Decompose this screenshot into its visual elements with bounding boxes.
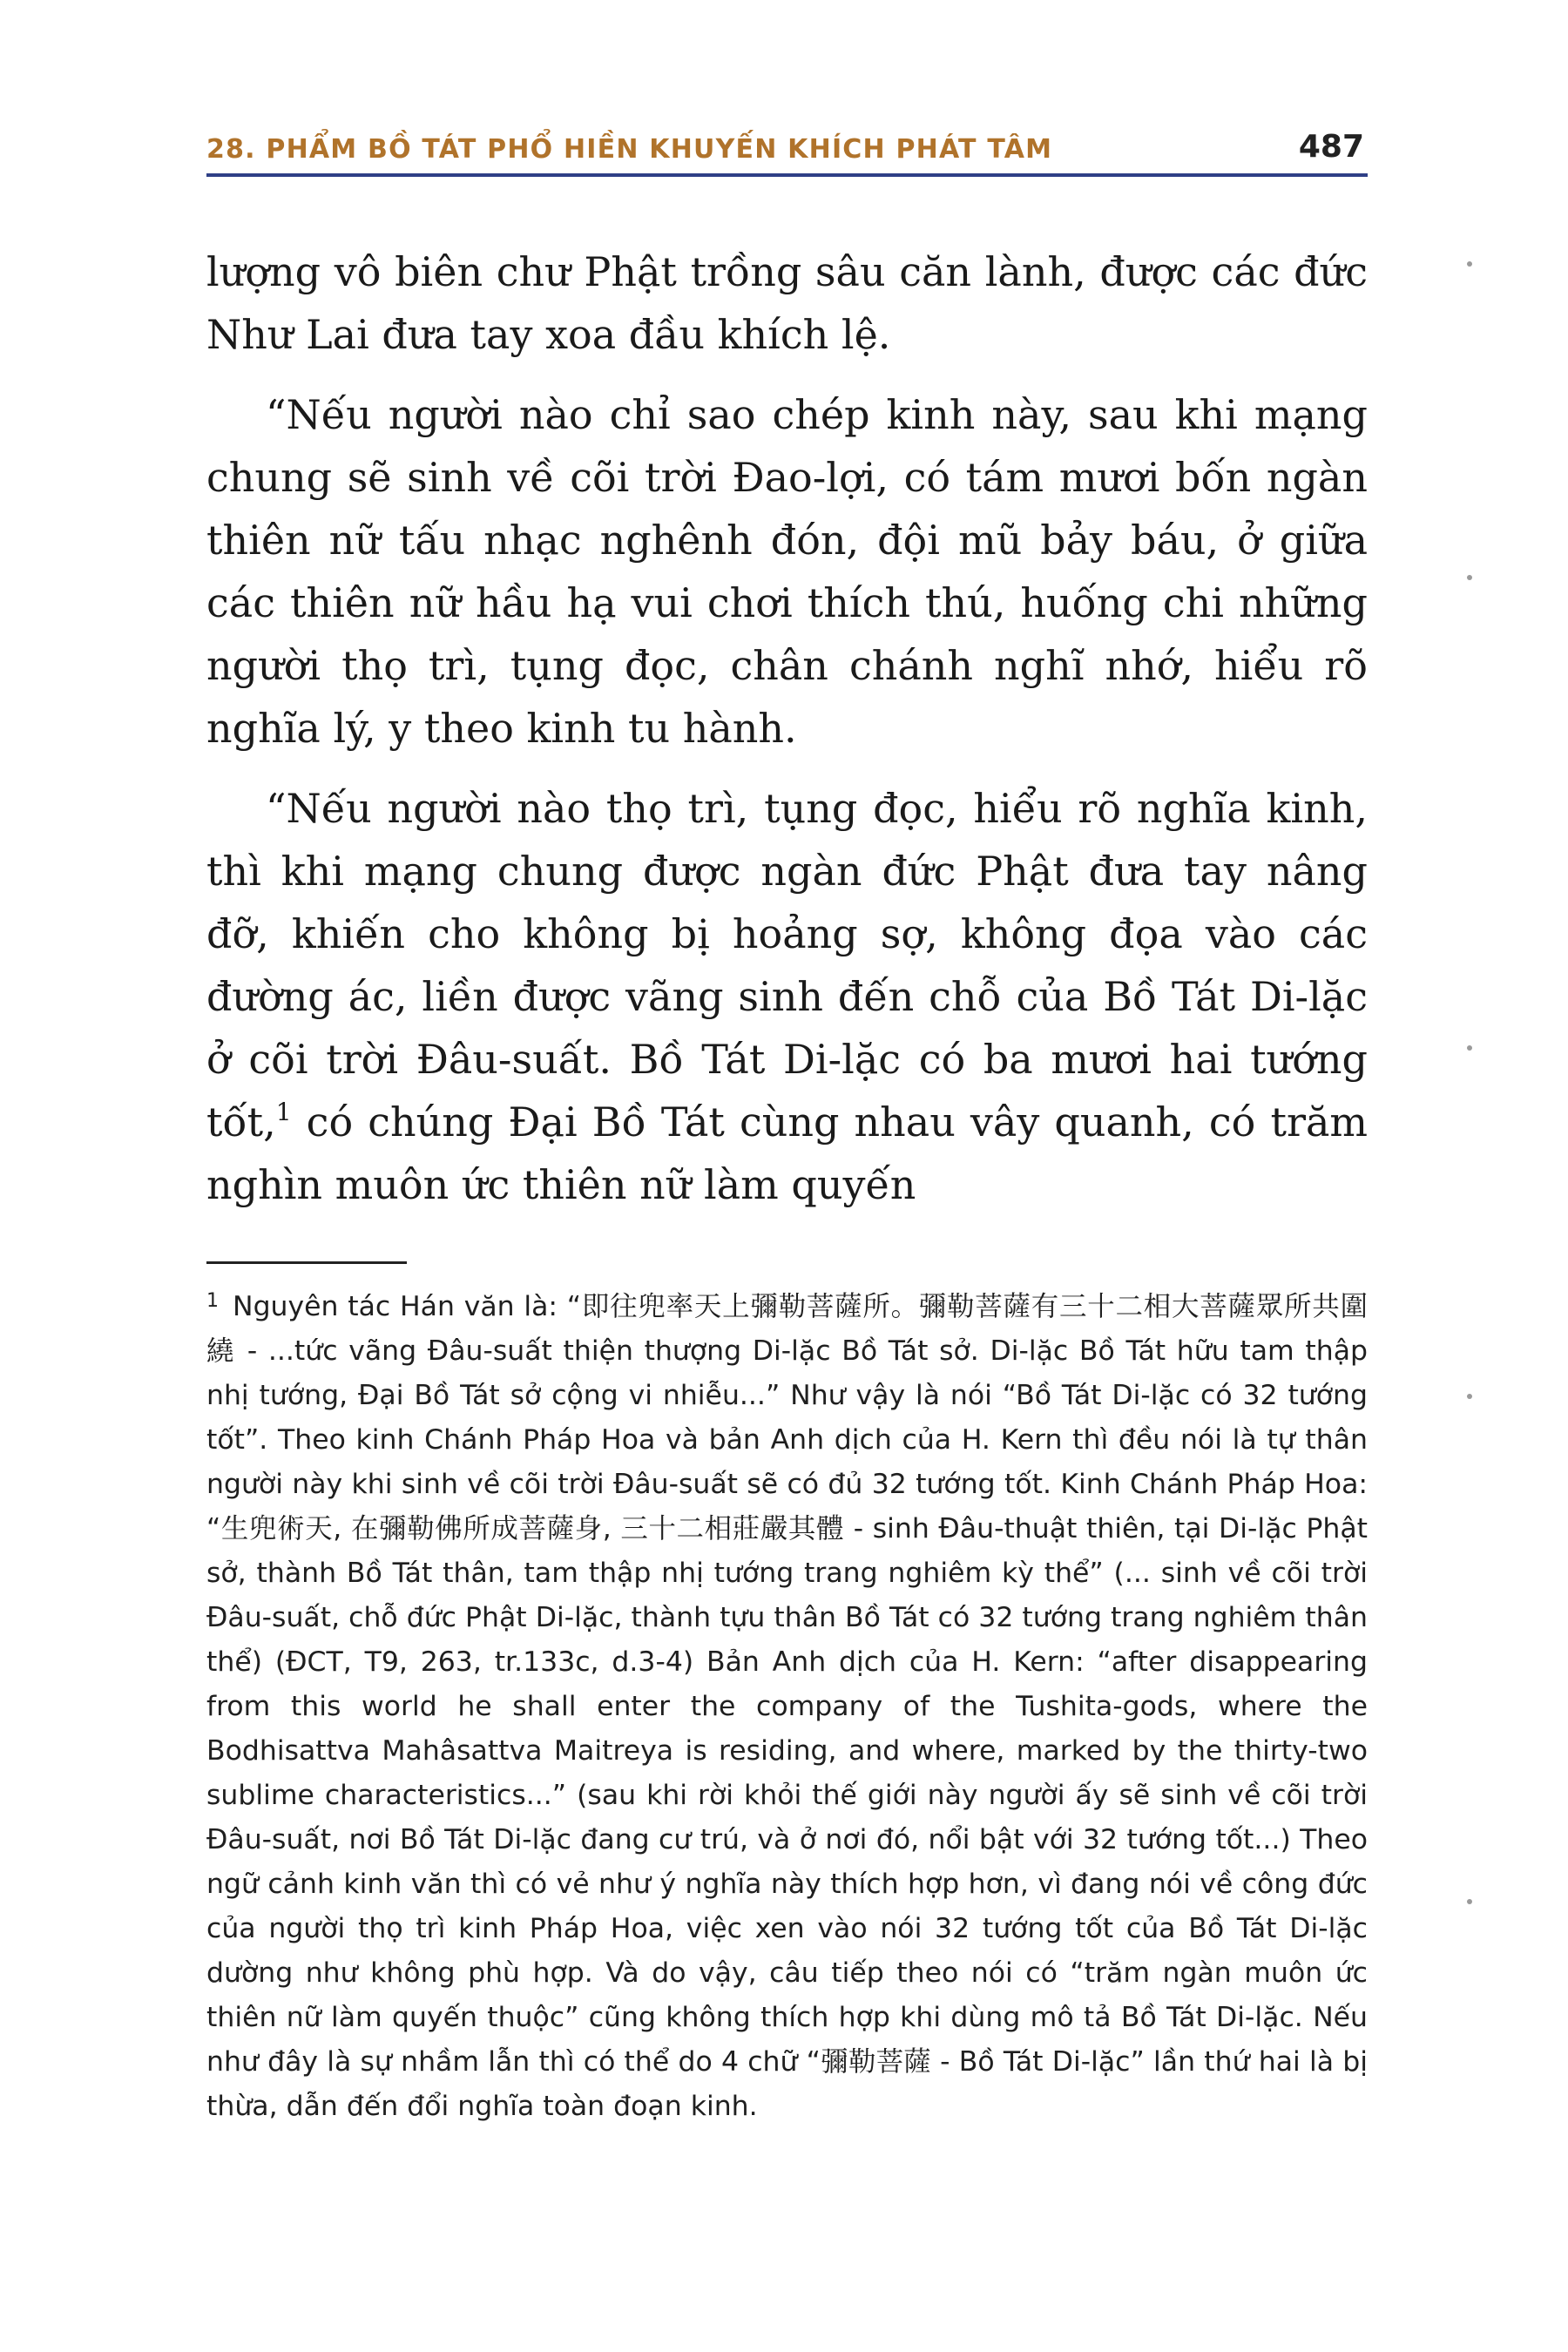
edge-mark xyxy=(1467,1394,1472,1399)
main-text xyxy=(206,240,1368,1233)
paragraph-3-text-b: có chúng Đại Bồ Tát cùng nhau vây quanh, có trăm nghìn muôn ức thiên nữ làm quyến xyxy=(206,1098,1368,1208)
edge-mark xyxy=(1467,575,1472,580)
edge-mark xyxy=(1467,1899,1472,1904)
footnote-number: 1 xyxy=(206,1290,219,1312)
paragraph-1: lượng vô biên chư Phật trồng sâu căn lành, được các đức Như Lai đưa tay xoa đầu khích lệ. xyxy=(206,248,1368,358)
page-edge-marks xyxy=(1467,261,1474,1916)
chapter-title: 28. PHẨM BỒ TÁT PHỔ HIỀN KHUYẾN KHÍCH PHÁT TÂM xyxy=(206,134,1053,165)
paragraph-3 xyxy=(206,777,1368,1216)
running-header xyxy=(206,126,1368,177)
edge-mark xyxy=(1467,261,1472,267)
page-number: 487 xyxy=(1298,129,1364,165)
footnote-separator xyxy=(206,1261,407,1264)
footnote-reference[interactable]: 1 xyxy=(275,1098,292,1126)
paragraph-2: “Nếu người nào chỉ sao chép kinh này, sau khi mạng chung sẽ sinh về cõi trời Đao-lợi, có tám mươi bốn ngàn thiên nữ tấu nhạc nghênh đón, đội mũ bảy báu, ở giữa các thiên nữ hầu hạ vui chơi thích thú, huống chi những người thọ trì, tụng đọc, chân chánh nghĩ nhớ, hiểu rõ nghĩa lý, y theo kinh tu hành. xyxy=(206,391,1368,752)
footnote-text: Nguyên tác Hán văn là: “即往兜率天上彌勒菩薩所。彌勒菩薩有三十二相大菩薩眾所共圍繞 - ...tức vãng Đâu-suất thiện thượng Di-lặc Bồ Tát sở. Di-lặc Bồ Tát hữu tam thập nhị tướng, Đại Bồ Tát sở cộng vi nhiễu...” Như vậy là nói “Bồ Tát Di-lặc có 32 tướng tốt”. Theo kinh Chánh Pháp Hoa và bản Anh dịch của H. Kern thì đều nói là tự thân người này khi sinh về cõi trời Đâu-suất sẽ có đủ 32 tướng tốt. Kinh Chánh Pháp Hoa: “生兜術天, 在彌勒佛所成菩薩身, 三十二相莊嚴其體 - sinh Đâu-thuật thiên, tại Di-lặc Phật sở, thành Bồ Tát thân, tam thập nhị tướng trang nghiêm kỳ thể” (... sinh về cõi trời Đâu-suất, chỗ đức Phật Di-lặc, thành tựu thân Bồ Tát có 32 tướng trang nghiêm thân thể) (ĐCT, T9, 263, tr.133c, d.3-4) Bản Anh dịch của H. Kern: “after disappearing from this world he shall enter the company of the Tushita-gods, where the Bodhisattva Mahâsattva Maitreya is residing, and where, marked by the thirty-two sublime characteristics...” (sau khi rời khỏi thế giới này người ấy sẽ sinh về cõi trời Đâu-suất, nơi Bồ Tát Di-lặc đang cư trú, và ở nơi đó, nổi bật với 32 tướng tốt...) Theo ngữ cảnh kinh văn thì có vẻ như ý nghĩa này thích hợp hơn, vì đang nói về công đức của người thọ trì kinh Pháp Hoa, việc xen vào nói 32 tướng tốt của Bồ Tát Di-lặc dường như không phù hợp. Và do vậy, câu tiếp theo nói có “trăm ngàn muôn ức thiên nữ làm quyến thuộc” cũng không thích hợp khi dùng mô tả Bồ Tát Di-lặc. Nếu như đây là sự nhầm lẫn thì có thể do 4 chữ “彌勒菩薩 - Bồ Tát Di-lặc” lần thứ hai là bị thừa, dẫn đến đổi nghĩa toàn đoạn kinh. xyxy=(206,1291,1368,2122)
paragraph-3-text-a: “Nếu người nào thọ trì, tụng đọc, hiểu rõ nghĩa kinh, thì khi mạng chung được ngàn đức Phật đưa tay nâng đỡ, khiến cho không bị hoảng sợ, không đọa vào các đường ác, liền được vãng sinh đến chỗ của Bồ Tát Di-lặc ở cõi trời Đâu-suất. Bồ Tát Di-lặc có ba mươi hai tướng tốt, xyxy=(206,785,1368,1146)
edge-mark xyxy=(1467,1045,1472,1051)
footnote-paragraph xyxy=(206,1285,1368,2129)
header-rule xyxy=(206,173,1368,177)
footnote xyxy=(206,1285,1368,2129)
